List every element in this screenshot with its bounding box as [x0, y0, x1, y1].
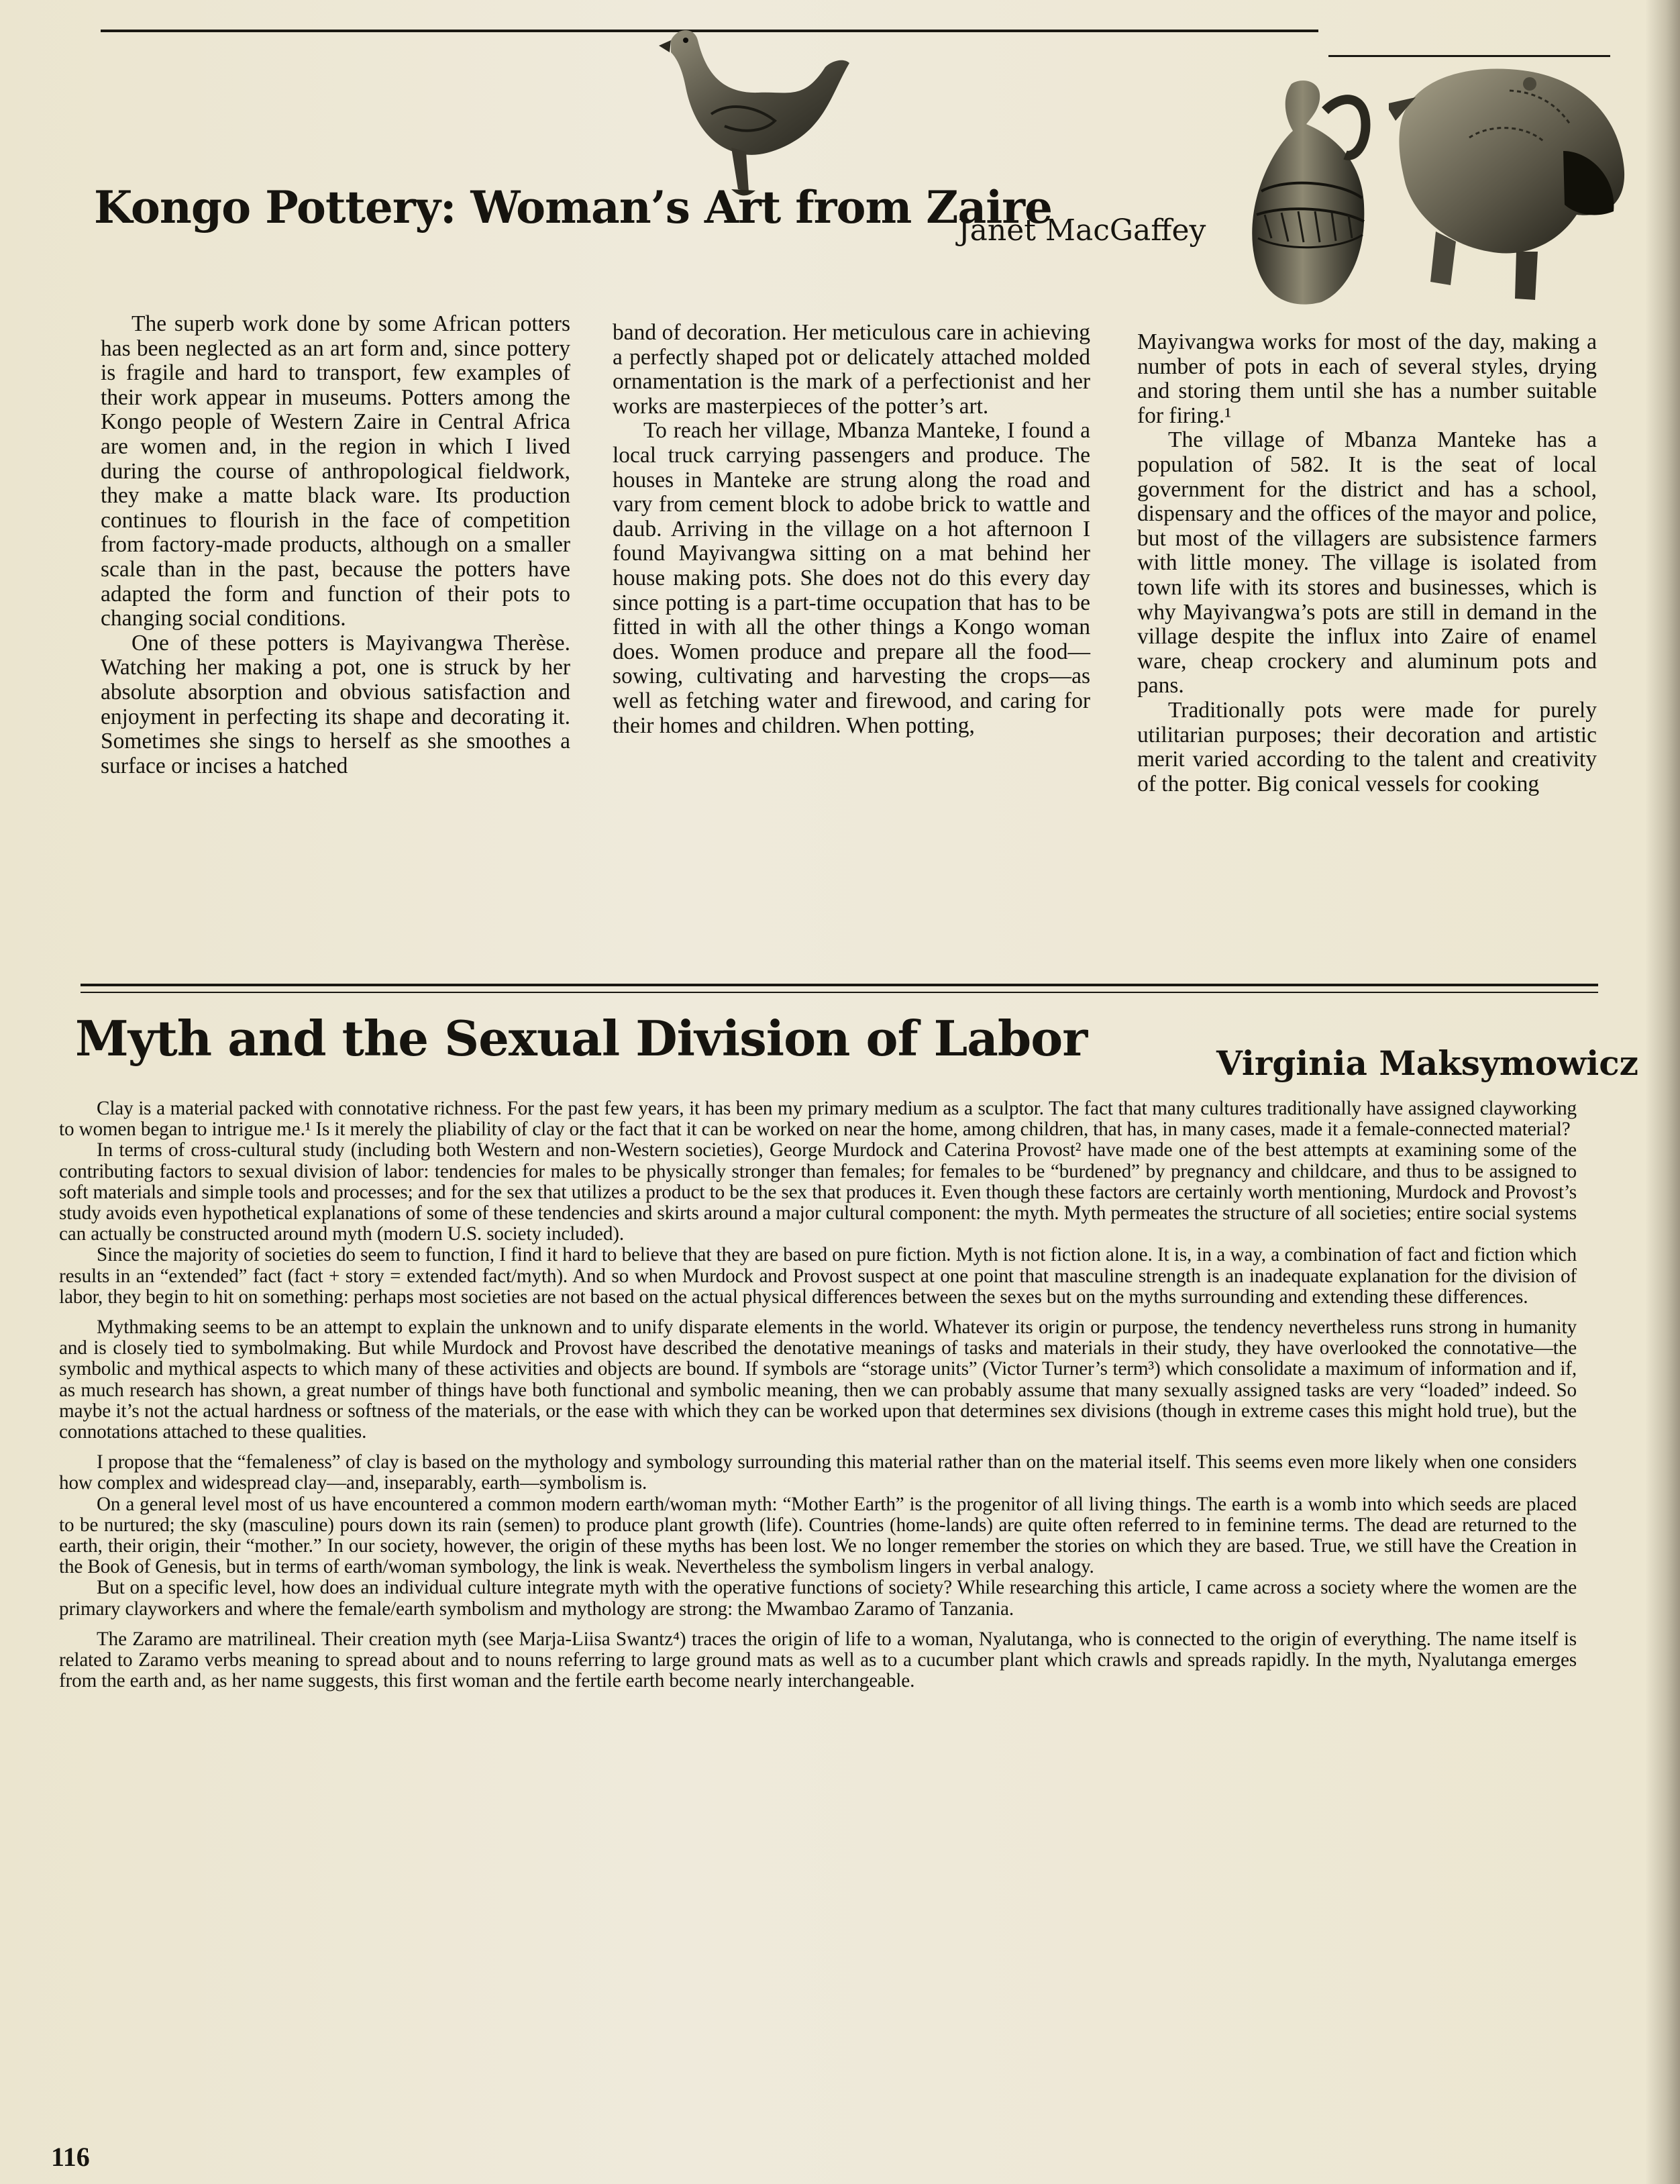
article2-para-7: But on a specific level, how does an individual culture integrate myth with the operative functions of society? While researching this article, I came across a society where the women are the primary clayworkers and where the female/earth symbolism and mythology are strong: the Mwambao Zaramo of Tanzania. — [59, 1577, 1577, 1620]
article1-column-2 — [613, 321, 1090, 738]
article1-col3-para-1: Mayivangwa works for most of the day, making a number of pots in each of several styles, drying and storing them until she has a number suitable for firing.¹ — [1137, 329, 1597, 428]
article2-para-3: Since the majority of societies do seem to function, I find it hard to believe that they are based on pure fiction. Myth is not fiction alone. It is, in a way, a combination of fact and fiction which results in an “extended” fact (fact + story = extended fact/myth). And so when Murdock and Provost suspect at one point that masculine strength is an inadequate explanation for the division of labor, they begin to hit on something: perhaps most societies are not based on the actual physical differences between the sexes but on the myths surrounding and extending these differences. — [59, 1244, 1577, 1308]
article2-para-6: On a general level most of us have encountered a common modern earth/woman myth: “Mother Earth” is the progenitor of all living things. The earth is a womb into which seeds are placed to be nurtured; the sky (masculine) pours down its rain (semen) to produce plant growth (life). Countries (home-lands) are quite often referred to in feminine terms. The dead are returned to the earth, their origin, their “mother.” In our society, however, the origin of these myths has been lost. We no longer remember the stories on which they are based. True, we still have the Creation in the Book of Genesis, but in terms of earth/woman symbology, the link is weak. Nevertheless the symbolism lingers in verbal analogy. — [59, 1493, 1577, 1578]
article-title-myth: Myth and the Sexual Division of Labor — [75, 1010, 1088, 1067]
section-divider-rule — [81, 984, 1598, 986]
article1-col3-para-2: The village of Mbanza Manteke has a population of 582. It is the seat of local government for the district and has a school, dispensary and the offices of the mayor and police, but most of the villagers are subsistence farmers with little money. The village is isolated from town life with its stores and businesses, which is why Mayivangwa’s pots are still in demand in the village despite the influx into Zaire of enamel ware, cheap crockery and aluminum pots and pans. — [1137, 427, 1597, 698]
article2-para-8: The Zaramo are matrilineal. Their creation myth (see Marja-Liisa Swantz⁴) traces the origin of life to a woman, Nyalutanga, who is connected to the origin of everything. The name itself is related to Zaramo verbs meaning to spread about and to nouns referring to large ground mats as well as to a cucumber plant which crawls and spreads rapidly. In the myth, Nyalutanga emerges from the earth and, as her name suggests, this first woman and the fertile earth become nearly interchangeable. — [59, 1628, 1577, 1692]
binding-shadow — [1645, 0, 1680, 2184]
section-divider-rule-2 — [81, 992, 1598, 993]
article2-para-4: Mythmaking seems to be an attempt to explain the unknown and to unify disparate elements in the world. Whatever its origin or purpose, the tendency nevertheless runs strong in humanity and is closely tied to symbolmaking. But while Murdock and Provost have described the denotative meanings of tasks and materials in their study, they have overlooked the connotative—the symbolic and mythical aspects to which many of these activities and objects are bound. If symbols are “storage units” (Victor Turner’s term³) which consolidate a maximum of information and if, as much research has shown, a great number of things have both functional and symbolic meaning, then we can probably assume that many sexually assigned tasks are very “loaded” indeed. So maybe it’s not the actual hardness or softness of the materials, or the ease with which they can be worked upon that determines sex divisions (though in extreme cases this might hold true), but the connotations attached to these qualities. — [59, 1316, 1577, 1443]
article-author-maksymowicz: Virginia Maksymowicz — [1216, 1043, 1639, 1083]
article2-para-5: I propose that the “femaleness” of clay is based on the mythology and symbology surrounding this material rather than on the material itself. This seems even more likely when one considers how complex and widespread clay—and, inseparably, earth—symbolism is. — [59, 1451, 1577, 1494]
animal-pot-illustration — [1389, 50, 1644, 305]
article1-column-1 — [101, 312, 570, 778]
article1-col2-para-1: band of decoration. Her meticulous care in achieving a perfectly shaped pot or delicately attached molded ornamentation is the mark of a perfectionist and her works are masterpieces of the potter’s art. — [613, 320, 1090, 419]
article1-col3-para-3: Traditionally pots were made for purely utilitarian purposes; their decoration and artistic merit varied according to the talent and creativity of the potter. Big conical vessels for cooking — [1137, 697, 1597, 796]
article2-body — [59, 1098, 1577, 1692]
article1-col2-para-2: To reach her village, Mbanza Manteke, I found a local truck carrying passengers and produce. The houses in Manteke are strung along the road and vary from cement block to adobe brick to wattle and daub. Arriving in the village on a hot afternoon I found Mayivangwa sitting on a mat behind her house making pots. She does not do this every day since potting is a part-time occupation that has to be fitted in with all the other things a Kongo woman does. Women produce and prepare all the food—sowing, cultivating and harvesting the crops—as well as fetching water and firewood, and caring for their homes and children. When potting, — [613, 418, 1090, 738]
jug-pot-illustration — [1245, 70, 1389, 319]
article1-col1-para-1: The superb work done by some African potters has been neglected as an art form and, since pottery is fragile and hard to transport, few examples of their work appear in museums. Potters among the Kongo people of Western Zaire in Central Africa are women and, in the region in which I lived during the course of anthropological fieldwork, they make a matte black ware. Its production continues to flourish in the face of competition from factory-made products, although on a smaller scale than in the past, because the potters have adapted the form and function of their pots to changing social conditions. — [101, 311, 570, 631]
article-title-kongo-pottery: Kongo Pottery: Woman’s Art from Zaire — [94, 181, 1053, 233]
article2-para-1: Clay is a material packed with connotative richness. For the past few years, it has been my primary medium as a sculptor. The fact that many cultures traditionally have assigned clayworking to women began to intrigue me.¹ Is it merely the pliability of clay or the fact that it can be worked on near the home, among children, that has, in many cases, made it a female-connected material? — [59, 1098, 1577, 1141]
article2-para-2: In terms of cross-cultural study (including both Western and non-Western societies), George Murdock and Caterina Provost² have made one of the best attempts at examining some of the contributing factors to sexual division of labor: tendencies for males to be physically stronger than females; for females to be “burdened” by pregnancy and childcare, and thus to be assigned to soft materials and simple tools and processes; and for the sex that utilizes a product to be the sex that produces it. Even though these factors are certainly worth mentioning, Murdock and Provost’s study avoids even hypothetical explanations of some of these tendencies and skirts around a major cultural component: the myth. Myth permeates the structure of all societies; entire social systems can actually be constructed around myth (modern U.S. society included). — [59, 1139, 1577, 1245]
article-author-macgaffey: Janet MacGaffey — [958, 213, 1206, 248]
page-number: 116 — [51, 2142, 90, 2172]
article1-column-3 — [1137, 330, 1597, 796]
bird-pot-illustration — [631, 13, 852, 205]
article1-col1-para-2: One of these potters is Mayivangwa Therèse. Watching her making a pot, one is struck by her absolute absorption and obvious satisfaction and enjoyment in perfecting its shape and decorating it. Sometimes she sings to herself as she smoothes a surface or incises a hatched — [101, 630, 570, 778]
